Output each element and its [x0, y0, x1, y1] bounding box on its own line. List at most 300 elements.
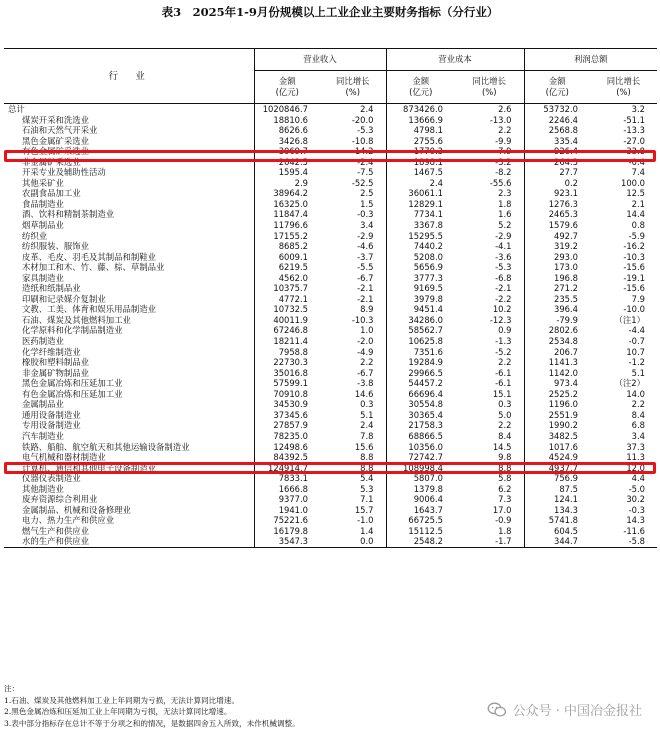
revenue-growth-cell: 1.4	[360, 525, 374, 536]
cost-amount-cell: 30365.4	[386, 410, 455, 421]
revenue-growth-cell: -2.9	[357, 230, 374, 241]
cost-growth-cell: 2.6	[498, 104, 512, 114]
cost-amount-cell: 13666.9	[386, 115, 455, 126]
profit-growth-cell: 10.7	[626, 346, 645, 357]
revenue-amount-cell: 75221.6	[254, 515, 320, 526]
table-row	[4, 252, 657, 263]
revenue-growth-cell: 8.8	[360, 462, 374, 473]
profit-growth-cell: 37.3	[626, 441, 645, 452]
cost-growth-cell: 8.4	[498, 430, 512, 441]
profit-growth-cell: -19.1	[623, 272, 645, 283]
industry-name-cell: 非金属矿物制品业	[22, 367, 89, 378]
industry-name-cell: 皮革、毛皮、羽毛及其制品和制鞋业	[22, 251, 156, 262]
cost-amount-cell: 36061.1	[386, 188, 455, 199]
profit-amount-cell: 4937.7	[524, 463, 590, 474]
revenue-amount-cell: 7833.1	[254, 473, 320, 484]
revenue-amount-cell: 8685.2	[254, 241, 320, 252]
revenue-growth-cell: -7.5	[357, 167, 374, 178]
profit-amount-cell: 319.2	[524, 241, 590, 252]
industry-name-cell: 化学原料和化学制品制造业	[22, 325, 123, 336]
revenue-growth-cell: -4.9	[357, 346, 374, 357]
footnote-2: 2.黑色金属冶炼和压延加工业上年同期为亏损，无法计算同比增速。	[4, 707, 232, 717]
table-row	[4, 283, 657, 294]
revenue-growth-cell: -6.7	[357, 272, 374, 283]
revenue-growth-cell: -10.3	[351, 314, 374, 325]
industry-name-cell: 石油和天然气开采业	[22, 125, 98, 136]
cost-amount-cell: 1898.1	[386, 157, 455, 168]
industry-name-cell: 橡胶和塑料制品业	[22, 357, 89, 368]
cost-amount-cell: 15112.5	[386, 526, 455, 537]
industry-name-cell: 金属制品业	[22, 399, 64, 410]
cost-group-header: 营业成本	[386, 49, 524, 71]
profit-growth-cell: 2.1	[631, 198, 645, 209]
cost-amount-cell: 5656.9	[386, 262, 455, 273]
revenue-amount-cell: 124914.7	[254, 463, 320, 474]
cost-amount-cell: 9169.5	[386, 283, 455, 294]
revenue-amount-cell: 2642.5	[254, 157, 320, 168]
table-row	[4, 389, 657, 400]
profit-amount-cell: 2568.8	[524, 125, 590, 136]
table-row	[4, 220, 657, 231]
profit-amount-cell: 1017.6	[524, 442, 590, 453]
cost-growth-cell: 5.8	[498, 473, 512, 484]
table-row	[4, 536, 657, 547]
cost-amount-cell: 3979.8	[386, 294, 455, 305]
cost-growth-cell: -6.1	[495, 367, 512, 378]
profit-amount-cell: 2551.9	[524, 410, 590, 421]
revenue-amount-cell: 6009.1	[254, 252, 320, 263]
revenue-amount-cell: 70910.8	[254, 389, 320, 400]
revenue-growth-cell: 0.3	[360, 399, 374, 410]
industry-name-cell: 农副食品加工业	[22, 188, 81, 199]
cost-growth-cell: -2.9	[495, 230, 512, 241]
profit-growth-cell: -0.7	[628, 336, 645, 347]
industry-name-cell: 造纸和纸制品业	[22, 283, 81, 294]
revenue-growth-cell: 2.4	[360, 104, 374, 114]
profit-growth-cell: 14.3	[626, 515, 645, 526]
cost-growth-cell: -13.0	[489, 114, 512, 125]
table-row	[4, 515, 657, 526]
revenue-growth-cell: 15.6	[354, 441, 374, 452]
cost-growth-cell: -12.3	[489, 314, 512, 325]
profit-amount-header: 金额 (亿元)	[524, 71, 590, 104]
table-row	[4, 273, 657, 284]
profit-growth-cell: 100.0	[621, 177, 645, 188]
cost-growth-cell: -2.2	[495, 293, 512, 304]
table-row	[4, 146, 657, 157]
cost-amount-cell: 10625.8	[386, 336, 455, 347]
cost-amount-cell: 1467.5	[386, 167, 455, 178]
cost-growth-cell: -5.3	[495, 262, 512, 273]
profit-amount-cell: 87.5	[524, 484, 590, 495]
cost-amount-cell: 30554.8	[386, 399, 455, 410]
industry-name-cell: 电气机械和器材制造业	[22, 452, 106, 463]
cost-amount-cell: 5807.0	[386, 473, 455, 484]
revenue-amount-cell: 4562.0	[254, 273, 320, 284]
cost-amount-cell: 19284.9	[386, 357, 455, 368]
cost-amount-cell: 12829.1	[386, 199, 455, 210]
profit-growth-cell: -27.0	[623, 135, 645, 146]
industry-name-cell: 其他制造业	[22, 483, 64, 494]
cost-amount-cell: 54457.2	[386, 378, 455, 389]
cost-amount-cell: 2755.6	[386, 136, 455, 147]
revenue-growth-header: 同比增长 (%)	[320, 71, 386, 104]
revenue-growth-cell: -2.0	[357, 336, 374, 347]
profit-amount-cell: 1579.6	[524, 220, 590, 231]
revenue-growth-cell: 8.8	[360, 452, 374, 463]
table-row	[4, 526, 657, 537]
cost-growth-cell: 6.2	[498, 483, 512, 494]
industry-name-cell: 通用设备制造业	[22, 409, 81, 420]
profit-growth-cell: 3.2	[631, 104, 645, 114]
revenue-amount-cell: 1666.8	[254, 484, 320, 495]
table-row	[4, 442, 657, 453]
revenue-amount-cell: 18810.6	[254, 115, 320, 126]
table-row	[4, 357, 657, 368]
revenue-amount-cell: 38964.2	[254, 188, 320, 199]
industry-name-cell: 化学纤维制造业	[22, 346, 81, 357]
cost-amount-cell: 1379.8	[386, 484, 455, 495]
industry-name-cell: 金属制品、机械和设备修理业	[22, 504, 131, 515]
profit-amount-cell: 756.9	[524, 473, 590, 484]
cost-amount-cell: 7351.6	[386, 347, 455, 358]
table-row	[4, 325, 657, 336]
cost-growth-cell: -6.8	[495, 272, 512, 283]
profit-growth-cell: -10.0	[623, 304, 645, 315]
industry-name-cell: 仪器仪表制造业	[22, 473, 81, 484]
revenue-growth-cell: -2.1	[357, 283, 374, 294]
profit-amount-cell: 604.5	[524, 526, 590, 537]
revenue-amount-cell: 10732.5	[254, 304, 320, 315]
industry-name-cell: 医药制造业	[22, 336, 64, 347]
footnotes	[4, 683, 300, 729]
revenue-growth-cell: -2.1	[357, 293, 374, 304]
revenue-amount-cell: 84392.5	[254, 452, 320, 463]
profit-growth-cell: -13.3	[623, 125, 645, 136]
revenue-amount-cell: 37345.6	[254, 410, 320, 421]
profit-growth-cell: -16.2	[623, 241, 645, 252]
cost-growth-cell: 1.8	[498, 198, 512, 209]
cost-growth-cell: 2.3	[498, 188, 512, 199]
profit-growth-cell: 7.4	[631, 167, 645, 178]
industry-name-cell: 黑色金属矿采选业	[22, 135, 89, 146]
revenue-growth-cell: 3.4	[360, 220, 374, 231]
revenue-amount-cell: 9377.0	[254, 494, 320, 505]
table-row	[4, 378, 657, 389]
cost-amount-cell: 29966.5	[386, 368, 455, 379]
table-row	[4, 336, 657, 347]
revenue-group-header: 营业收入	[254, 49, 386, 71]
revenue-growth-cell: 2.2	[360, 357, 374, 368]
industry-name-cell: 其他采矿业	[22, 177, 64, 188]
cost-growth-cell: 0.9	[498, 325, 512, 336]
profit-growth-cell: 14.0	[626, 388, 645, 399]
profit-growth-cell: 0.8	[631, 220, 645, 231]
profit-amount-cell: 2525.2	[524, 389, 590, 400]
profit-amount-cell: 53732.0	[524, 104, 590, 115]
profit-growth-cell: -4.4	[628, 325, 645, 336]
cost-growth-cell: -5.2	[495, 346, 512, 357]
table-title: 表3 2025年1-9月份规模以上工业企业主要财务指标（分行业）	[161, 5, 499, 19]
footnote-3: 3.表中部分指标存在总计不等于分项之和的情况，是数据四舍五入所致，未作机械调整。	[4, 718, 300, 728]
industry-name-cell: 有色金属冶炼和压延加工业	[22, 388, 123, 399]
profit-group-header: 利润总额	[524, 49, 657, 71]
profit-amount-cell: 1141.3	[524, 357, 590, 368]
industry-name-cell: 非金属矿采选业	[22, 156, 81, 167]
profit-growth-cell: -15.6	[623, 262, 645, 273]
profit-amount-cell: 4524.9	[524, 452, 590, 463]
revenue-amount-cell: 6219.5	[254, 262, 320, 273]
wechat-icon	[487, 702, 507, 718]
cost-growth-cell: 8.8	[498, 462, 512, 473]
cost-amount-cell: 3777.3	[386, 273, 455, 284]
table-row	[4, 463, 657, 474]
table-row	[4, 484, 657, 495]
profit-amount-cell: 492.7	[524, 231, 590, 242]
cost-amount-cell: 68866.5	[386, 431, 455, 442]
cost-amount-cell: 66696.4	[386, 389, 455, 400]
cost-growth-cell: 7.3	[498, 494, 512, 505]
revenue-growth-cell: -3.7	[357, 251, 374, 262]
revenue-amount-cell: 16179.8	[254, 526, 320, 537]
table-row	[4, 368, 657, 379]
profit-amount-cell: 1276.3	[524, 199, 590, 210]
profit-growth-cell: -0.4	[628, 156, 645, 167]
profit-growth-cell: -51.1	[623, 114, 645, 125]
cost-growth-cell: 17.0	[492, 504, 512, 515]
wechat-watermark	[487, 700, 642, 719]
cost-growth-header: 同比增长 (%)	[455, 71, 524, 104]
footnote-label: 注：	[4, 684, 20, 693]
profit-growth-cell: -5.0	[628, 483, 645, 494]
profit-growth-cell: （注2）	[614, 378, 645, 389]
table-row	[4, 136, 657, 147]
table-row	[4, 125, 657, 136]
cost-amount-cell: 72742.7	[386, 452, 455, 463]
industry-name-cell: 酒、饮料和精制茶制造业	[22, 209, 115, 220]
cost-growth-cell: -1.3	[495, 336, 512, 347]
profit-amount-cell: 293.0	[524, 252, 590, 263]
cost-growth-cell: -4.1	[495, 241, 512, 252]
table-row	[4, 473, 657, 484]
industry-name-cell: 黑色金属冶炼和压延加工业	[22, 378, 123, 389]
industry-name-cell: 总计	[8, 104, 25, 114]
profit-growth-cell: -11.6	[623, 525, 645, 536]
cost-amount-cell: 21758.3	[386, 420, 455, 431]
industry-name-cell: 汽车制造业	[22, 430, 64, 441]
cost-growth-cell: 14.5	[492, 441, 512, 452]
cost-growth-cell: 15.1	[492, 388, 512, 399]
revenue-amount-cell: 34530.9	[254, 399, 320, 410]
table-row	[4, 209, 657, 220]
cost-growth-cell: -55.6	[489, 177, 512, 188]
table-row	[4, 505, 657, 516]
cost-growth-cell: 5.0	[498, 409, 512, 420]
revenue-growth-cell: 5.4	[360, 473, 374, 484]
revenue-growth-cell: -1.0	[357, 515, 374, 526]
revenue-amount-cell: 3547.3	[254, 536, 320, 547]
profit-amount-cell: 2465.3	[524, 209, 590, 220]
profit-growth-cell: -0.3	[628, 504, 645, 515]
cost-amount-cell: 2.4	[386, 178, 455, 189]
cost-growth-cell: 2.2	[498, 125, 512, 136]
cost-amount-cell: 4798.1	[386, 125, 455, 136]
table-row	[4, 347, 657, 358]
industry-name-cell: 有色金属矿采选业	[22, 146, 89, 157]
industry-name-cell: 铁路、船舶、航空航天和其他运输设备制造业	[22, 441, 190, 452]
revenue-amount-cell: 2.9	[254, 178, 320, 189]
industry-name-cell: 专用设备制造业	[22, 420, 81, 431]
profit-amount-cell: -79.9	[524, 315, 590, 326]
revenue-growth-cell: -10.8	[351, 135, 374, 146]
revenue-growth-cell: 2.5	[360, 188, 374, 199]
revenue-growth-cell: 14.2	[354, 146, 374, 157]
revenue-amount-cell: 4772.1	[254, 294, 320, 305]
table-row	[4, 315, 657, 326]
cost-growth-cell: 7.9	[498, 146, 512, 157]
table-row	[4, 304, 657, 315]
cost-growth-cell: -8.2	[495, 167, 512, 178]
cost-amount-header: 金额 (亿元)	[386, 71, 455, 104]
cost-growth-cell: -9.9	[495, 135, 512, 146]
profit-amount-cell: 206.7	[524, 347, 590, 358]
profit-growth-cell: 12.5	[626, 188, 645, 199]
profit-growth-cell: 33.8	[626, 146, 645, 157]
profit-growth-cell: 6.8	[631, 420, 645, 431]
profit-amount-cell: 134.3	[524, 505, 590, 516]
revenue-growth-cell: 5.3	[360, 483, 374, 494]
revenue-growth-cell: 1.0	[360, 325, 374, 336]
industry-name-cell: 计算机、通信和其他电子设备制造业	[22, 462, 156, 473]
table-row	[4, 199, 657, 210]
revenue-amount-cell: 67246.8	[254, 325, 320, 336]
industry-name-cell: 文教、工美、体育和娱乐用品制造业	[22, 304, 156, 315]
revenue-amount-cell: 22730.3	[254, 357, 320, 368]
revenue-growth-cell: -2.4	[357, 156, 374, 167]
profit-growth-cell: -5.9	[628, 230, 645, 241]
profit-amount-cell: 0.2	[524, 178, 590, 189]
profit-amount-cell: 344.7	[524, 536, 590, 547]
revenue-amount-header: 金额 (亿元)	[254, 71, 320, 104]
profit-amount-cell: 1196.0	[524, 399, 590, 410]
revenue-amount-cell: 27857.9	[254, 420, 320, 431]
cost-amount-cell: 34286.0	[386, 315, 455, 326]
profit-amount-cell: 2246.4	[524, 115, 590, 126]
revenue-growth-cell: -5.5	[357, 262, 374, 273]
industry-name-cell: 电力、热力生产和供应业	[22, 515, 115, 526]
cost-amount-cell: 7440.2	[386, 241, 455, 252]
profit-amount-cell: 3482.5	[524, 431, 590, 442]
profit-growth-cell: （注1）	[614, 314, 645, 325]
industry-name-cell: 燃气生产和供应业	[22, 525, 89, 536]
financial-indicators-table	[4, 48, 657, 548]
table-row	[4, 420, 657, 431]
profit-amount-cell: 173.0	[524, 262, 590, 273]
industry-name-cell: 印刷和记录媒介复制业	[22, 293, 106, 304]
cost-growth-cell: 2.2	[498, 420, 512, 431]
profit-amount-cell: 196.8	[524, 273, 590, 284]
table-row	[4, 115, 657, 126]
cost-amount-cell: 1770.3	[386, 146, 455, 157]
cost-amount-cell: 15295.5	[386, 231, 455, 242]
table-row	[4, 410, 657, 421]
table-row	[4, 399, 657, 410]
profit-amount-cell: 124.1	[524, 494, 590, 505]
cost-amount-cell: 108998.4	[386, 463, 455, 474]
revenue-growth-cell: 2.4	[360, 420, 374, 431]
cost-amount-cell: 9451.4	[386, 304, 455, 315]
profit-growth-cell: 12.0	[626, 462, 645, 473]
cost-growth-cell: 1.8	[498, 525, 512, 536]
revenue-growth-cell: 15.7	[354, 504, 374, 515]
profit-amount-cell: 5741.8	[524, 515, 590, 526]
revenue-growth-cell: -52.5	[351, 177, 374, 188]
revenue-amount-cell: 11796.6	[254, 220, 320, 231]
revenue-growth-cell: 8.9	[360, 304, 374, 315]
cost-growth-cell: -0.9	[495, 515, 512, 526]
revenue-growth-cell: 7.1	[360, 494, 374, 505]
revenue-growth-cell: -5.3	[357, 125, 374, 136]
industry-name-cell: 烟草制品业	[22, 220, 64, 231]
industry-name-cell: 家具制造业	[22, 272, 64, 283]
profit-growth-cell: 30.2	[626, 494, 645, 505]
revenue-amount-cell: 16325.0	[254, 199, 320, 210]
profit-amount-cell: 264.3	[524, 157, 590, 168]
revenue-growth-cell: -20.0	[351, 114, 374, 125]
profit-amount-cell: 1142.0	[524, 368, 590, 379]
cost-growth-cell: -6.1	[495, 378, 512, 389]
table-row	[4, 294, 657, 305]
profit-growth-cell: -1.2	[628, 357, 645, 368]
industry-header: 行 业	[4, 49, 254, 104]
revenue-amount-cell: 3426.8	[254, 136, 320, 147]
revenue-growth-cell: 1.5	[360, 198, 374, 209]
revenue-amount-cell: 1595.4	[254, 167, 320, 178]
profit-amount-cell: 335.4	[524, 136, 590, 147]
revenue-amount-cell: 57599.1	[254, 378, 320, 389]
profit-amount-cell: 271.2	[524, 283, 590, 294]
cost-growth-cell: 0.3	[498, 399, 512, 410]
cost-amount-cell: 5208.0	[386, 252, 455, 263]
cost-growth-cell: 10.2	[492, 304, 512, 315]
profit-amount-cell: 926.4	[524, 146, 590, 157]
cost-growth-cell: -3.2	[495, 156, 512, 167]
profit-amount-cell: 396.4	[524, 304, 590, 315]
industry-name-cell: 水的生产和供应业	[4, 536, 254, 547]
revenue-amount-cell: 8626.6	[254, 125, 320, 136]
industry-name-cell: 开采专业及辅助性活动	[22, 167, 106, 178]
cost-growth-cell: 1.6	[498, 209, 512, 220]
table-row	[4, 178, 657, 189]
profit-amount-cell: 235.5	[524, 294, 590, 305]
industry-name-cell: 食品制造业	[22, 198, 64, 209]
revenue-growth-cell: -4.6	[357, 241, 374, 252]
cost-growth-cell: 9.8	[498, 452, 512, 463]
profit-growth-cell: 5.1	[631, 367, 645, 378]
industry-name-cell: 木材加工和木、竹、藤、棕、草制品业	[22, 262, 165, 273]
table-row	[4, 431, 657, 442]
profit-amount-cell: 2802.6	[524, 325, 590, 336]
profit-growth-cell: 2.2	[631, 399, 645, 410]
cost-growth-cell: -2.1	[495, 283, 512, 294]
profit-growth-cell: 3.4	[631, 430, 645, 441]
industry-name-cell: 煤炭开采和洗选业	[22, 114, 89, 125]
revenue-growth-cell: 0.0	[320, 536, 386, 547]
watermark-text: 公众号 · 中国冶金报社	[512, 704, 642, 719]
profit-amount-cell: 27.7	[524, 167, 590, 178]
table-row	[4, 188, 657, 199]
revenue-amount-cell: 78235.0	[254, 431, 320, 442]
